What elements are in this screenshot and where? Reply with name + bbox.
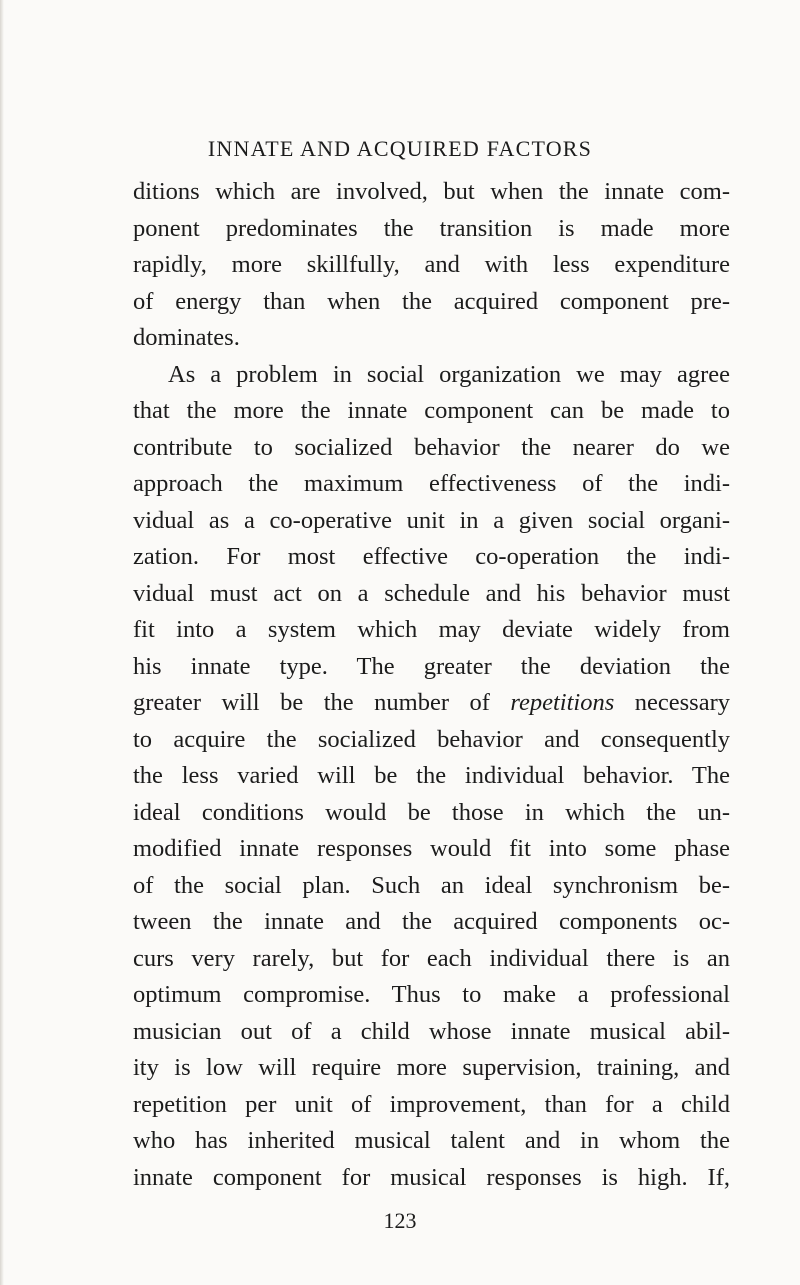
paragraph-start-line: As a problem in social organization we may agree	[168, 360, 730, 388]
text-line: ponent predominates the transition is made more	[133, 214, 730, 242]
text-line: approach the maximum effectiveness of the indi-	[133, 470, 730, 497]
text-line: ideal conditions would be those in which the un-	[133, 798, 730, 826]
text-line: dominates.	[133, 324, 240, 351]
running-head: INNATE AND ACQUIRED FACTORS	[207, 136, 593, 161]
page-number: 123	[383, 1208, 417, 1233]
text-line: vidual as a co-operative unit in a given social organi-	[133, 506, 730, 534]
text-line: modified innate responses would fit into some phase	[133, 835, 730, 862]
text-line: the less varied will be the individual behavior. The	[133, 762, 730, 789]
text-line: ity is low will require more supervision, training, and	[133, 1054, 730, 1081]
text-line: tween the innate and the acquired components oc-	[133, 908, 730, 935]
text-line: fit into a system which may deviate widely from	[133, 616, 730, 643]
text-line: optimum compromise. Thus to make a professional	[133, 981, 730, 1008]
text-line: to acquire the socialized behavior and consequently	[133, 725, 730, 753]
text-line: innate component for musical responses is high. If,	[133, 1163, 730, 1191]
text-line: repetition per unit of improvement, than for a child	[133, 1090, 730, 1118]
text-fragment: necessary	[614, 689, 730, 716]
text-line: vidual must act on a schedule and his behavior must	[133, 579, 730, 607]
text-line: his innate type. The greater the deviation the	[133, 652, 730, 680]
italic-word: repetitions	[510, 689, 615, 716]
text-line: of energy than when the acquired component pre-	[133, 287, 730, 315]
text-line: that the more the innate component can be made to	[133, 397, 730, 424]
text-line: ditions which are involved, but when the innate com-	[133, 178, 730, 205]
page-edge-shadow	[0, 0, 4, 1285]
text-fragment: greater will be the number of	[133, 689, 511, 716]
text-line: of the social plan. Such an ideal synchronism be-	[133, 871, 730, 899]
text-line: contribute to socialized behavior the nearer do we	[133, 433, 730, 461]
body-text	[133, 174, 730, 1196]
text-line: zation. For most effective co-operation the indi-	[133, 543, 730, 570]
text-line-with-italic	[133, 685, 730, 722]
text-line: who has inherited musical talent and in whom the	[133, 1127, 730, 1154]
text-line: musician out of a child whose innate musical abil-	[133, 1017, 730, 1045]
text-line: rapidly, more skillfully, and with less expenditure	[133, 251, 730, 278]
text-line: curs very rarely, but for each individual there is an	[133, 944, 730, 972]
